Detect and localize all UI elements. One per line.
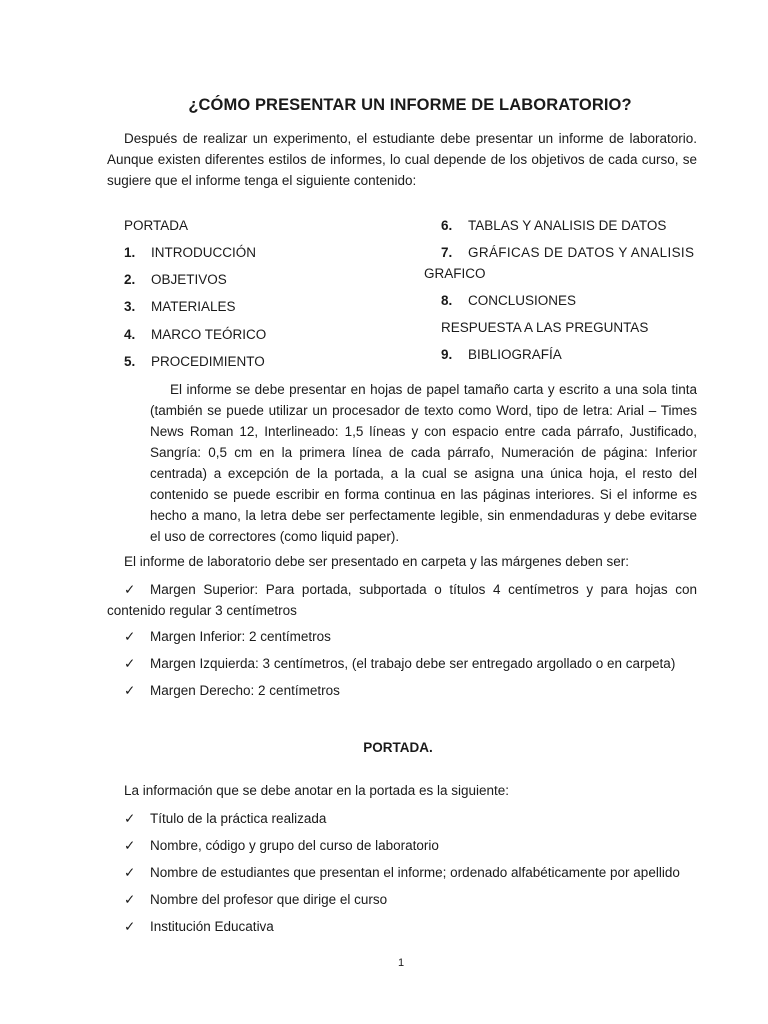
contents-item-7-continuation: GRAFICO bbox=[424, 266, 486, 281]
portada-item: ✓ Nombre del profesor que dirige el curso bbox=[124, 892, 388, 907]
contents-item-respuestas: RESPUESTA A LAS PREGUNTAS bbox=[441, 320, 649, 335]
contents-item-1: 1. INTRODUCCIÓN bbox=[124, 245, 256, 260]
format-paragraph: El informe se debe presentar en hojas de papel tamaño carta y escrito a una sola tinta (también se puede utilizar un procesador de texto como Word, tipo de letra: Arial – Times News Roman 12, Interlineado: 1,5 líneas y con espacio entre cada párrafo, Justificado, Sangría: 0,5 cm en la primera línea de cada párrafo, Numeración de página: Inferior centrada) a excepción de la portada, a la cual se asigna una única hoja, el resto del contenido se puede escribir en forma continua en las páginas interiores. Si el informe es hecho a mano, la letra debe ser perfectamente legible, sin enmendaduras y debe evitarse el uso de correctores (como liquid paper). bbox=[150, 382, 697, 544]
contents-item-portada: PORTADA bbox=[124, 218, 189, 233]
portada-heading: PORTADA. bbox=[363, 740, 433, 755]
contents-item-4: 4. MARCO TEÓRICO bbox=[124, 327, 267, 342]
contents-item-8: 8. CONCLUSIONES bbox=[441, 293, 577, 308]
portada-item: ✓ Nombre de estudiantes que presentan el informe; ordenado alfabéticamente por apellido bbox=[124, 865, 680, 880]
margin-item: ✓ Margen Izquierda: 3 centímetros, (el trabajo debe ser entregado argollado o en carpeta) bbox=[124, 656, 676, 671]
margin-item: ✓ Margen Superior: Para portada, subportada o títulos 4 centímetros y para hojas con contenido regular 3 centímetros bbox=[107, 579, 697, 621]
check-icon: ✓ bbox=[124, 892, 136, 907]
check-icon: ✓ bbox=[124, 656, 136, 671]
check-icon: ✓ bbox=[124, 629, 136, 644]
portada-item: ✓ Título de la práctica realizada bbox=[124, 811, 327, 826]
check-icon: ✓ bbox=[124, 865, 136, 880]
portada-item: ✓ Nombre, código y grupo del curso de laboratorio bbox=[124, 838, 439, 853]
check-icon: ✓ bbox=[124, 683, 136, 698]
contents-item-5: 5. PROCEDIMIENTO bbox=[124, 354, 265, 369]
document-title: ¿CÓMO PRESENTAR UN INFORME DE LABORATORIO? bbox=[188, 96, 632, 114]
contents-item-7: 7. GRÁFICAS DE DATOS Y ANALISIS bbox=[441, 245, 695, 260]
portada-item: ✓ Institución Educativa bbox=[124, 919, 274, 934]
check-icon: ✓ bbox=[124, 919, 136, 934]
margins-intro: El informe de laboratorio debe ser presentado en carpeta y las márgenes deben ser: bbox=[124, 554, 630, 569]
margin-item: ✓ Margen Derecho: 2 centímetros bbox=[124, 683, 340, 698]
check-icon: ✓ bbox=[124, 582, 136, 597]
check-icon: ✓ bbox=[124, 811, 136, 826]
contents-item-9: 9. BIBLIOGRAFÍA bbox=[441, 347, 562, 362]
contents-item-2: 2. OBJETIVOS bbox=[124, 272, 227, 287]
check-icon: ✓ bbox=[124, 838, 136, 853]
contents-item-3: 3. MATERIALES bbox=[124, 299, 236, 314]
intro-paragraph: Después de realizar un experimento, el estudiante debe presentar un informe de laboratorio. Aunque existen diferentes estilos de informes, lo cual depende de los objetivos de cada curso, se sugiere que el informe tenga el siguiente contenido: bbox=[107, 131, 697, 188]
margin-item: ✓ Margen Inferior: 2 centímetros bbox=[124, 629, 331, 644]
contents-item-6: 6. TABLAS Y ANALISIS DE DATOS bbox=[441, 218, 667, 233]
page-number: 1 bbox=[397, 957, 405, 969]
portada-intro: La información que se debe anotar en la portada es la siguiente: bbox=[124, 783, 510, 798]
